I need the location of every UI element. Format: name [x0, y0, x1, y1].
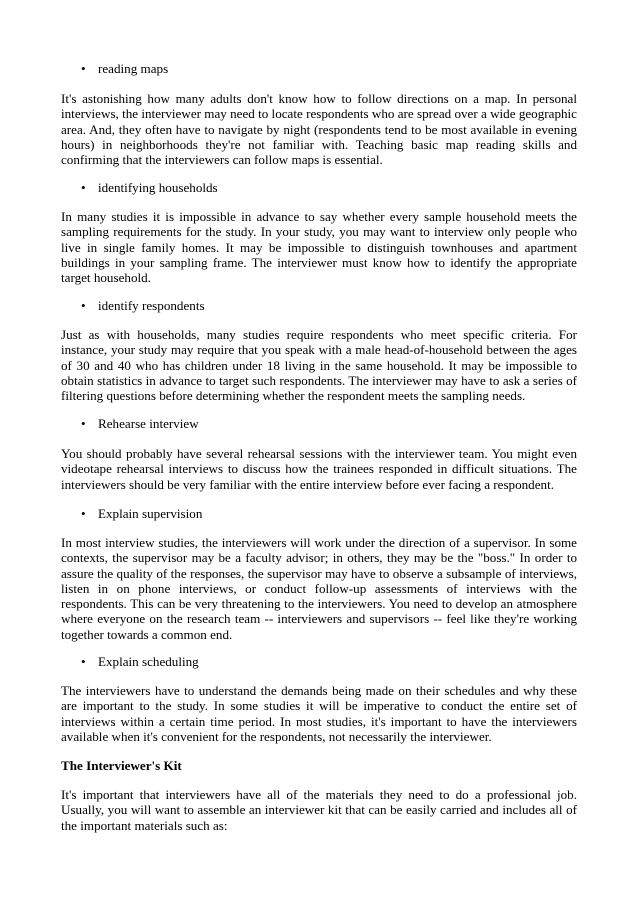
bullet-label: identifying households — [98, 180, 218, 195]
bullet-label: identify respondents — [98, 298, 205, 313]
bullet-label: Rehearse interview — [98, 416, 199, 431]
bullet-reading-maps — [81, 61, 168, 76]
bullet-dot: • — [81, 298, 86, 313]
bullet-explain-supervision — [81, 506, 202, 521]
bullet-label: Explain scheduling — [98, 654, 199, 669]
bullet-rehearse-interview — [81, 416, 199, 431]
bullet-identifying-households — [81, 180, 218, 195]
bullet-label: Explain supervision — [98, 506, 203, 521]
paragraph-rehearse-interview: You should probably have several rehearsal sessions with the interviewer team. You might even videotape rehearsal interviews to discuss how the trainees responded in difficult situations. The interviewers should be very familiar with the entire interview before ever facing a respondent. — [61, 446, 577, 492]
paragraph-reading-maps: It's astonishing how many adults don't know how to follow directions on a map. In personal interviews, the interviewer may need to locate respondents who are spread over a wide geographic area. And, they often have to navigate by night (respondents tend to be most available in evening hours) in neighborhoods they're not familiar with. Teaching basic map reading skills and confirming that the interviewers can follow maps is essential. — [61, 91, 577, 168]
bullet-dot: • — [81, 61, 86, 76]
paragraph-identify-respondents: Just as with households, many studies require respondents who meet specific criteria. For instance, your study may require that you speak with a male head-of-household between the ages of 30 and 40 who has children under 18 living in the same household. It may be impossible to obtain statistics in advance to target such respondents. The interviewer may have to ask a series of filtering questions before determining whether the respondent meets the sampling needs. — [61, 327, 577, 404]
bullet-label: reading maps — [98, 61, 169, 76]
section-heading: The Interviewer's Kit — [61, 758, 182, 773]
paragraph-identifying-households: In many studies it is impossible in advance to say whether every sample household meets the sampling requirements for the study. In your study, you may want to interview only people who live in single family homes. It may be impossible to distinguish townhouses and apartment buildings in your sampling frame. The interviewer must know how to identify the appropriate target household. — [61, 209, 577, 286]
bullet-dot: • — [81, 180, 86, 195]
paragraph-explain-scheduling: The interviewers have to understand the demands being made on their schedules and why these are important to the study. In some studies it will be imperative to conduct the entire set of interviews within a certain time period. In most studies, it's important to have the interviewers available when it's convenient for the respondents, not necessarily the interviewer. — [61, 683, 577, 744]
bullet-identify-respondents — [81, 298, 205, 313]
paragraph-interviewer-kit: It's important that interviewers have all of the materials they need to do a professional job. Usually, you will want to assemble an interviewer kit that can be easily carried and includes all of the important materials such as: — [61, 787, 577, 833]
paragraph-explain-supervision: In most interview studies, the interviewers will work under the direction of a supervisor. In some contexts, the supervisor may be a faculty advisor; in others, they may be the "boss." In order to assure the quality of the responses, the supervisor may have to observe a subsample of interviews, listen in on phone interviews, or conduct follow-up assessments of interviews with the respondents. This can be very threatening to the interviewers. You need to develop an atmosphere where everyone on the research team -- interviewers and supervisors -- feel like they're working together towards a common end. — [61, 535, 577, 642]
bullet-dot: • — [81, 654, 86, 669]
bullet-dot: • — [81, 506, 86, 521]
bullet-dot: • — [81, 416, 86, 431]
bullet-explain-scheduling — [81, 654, 199, 669]
